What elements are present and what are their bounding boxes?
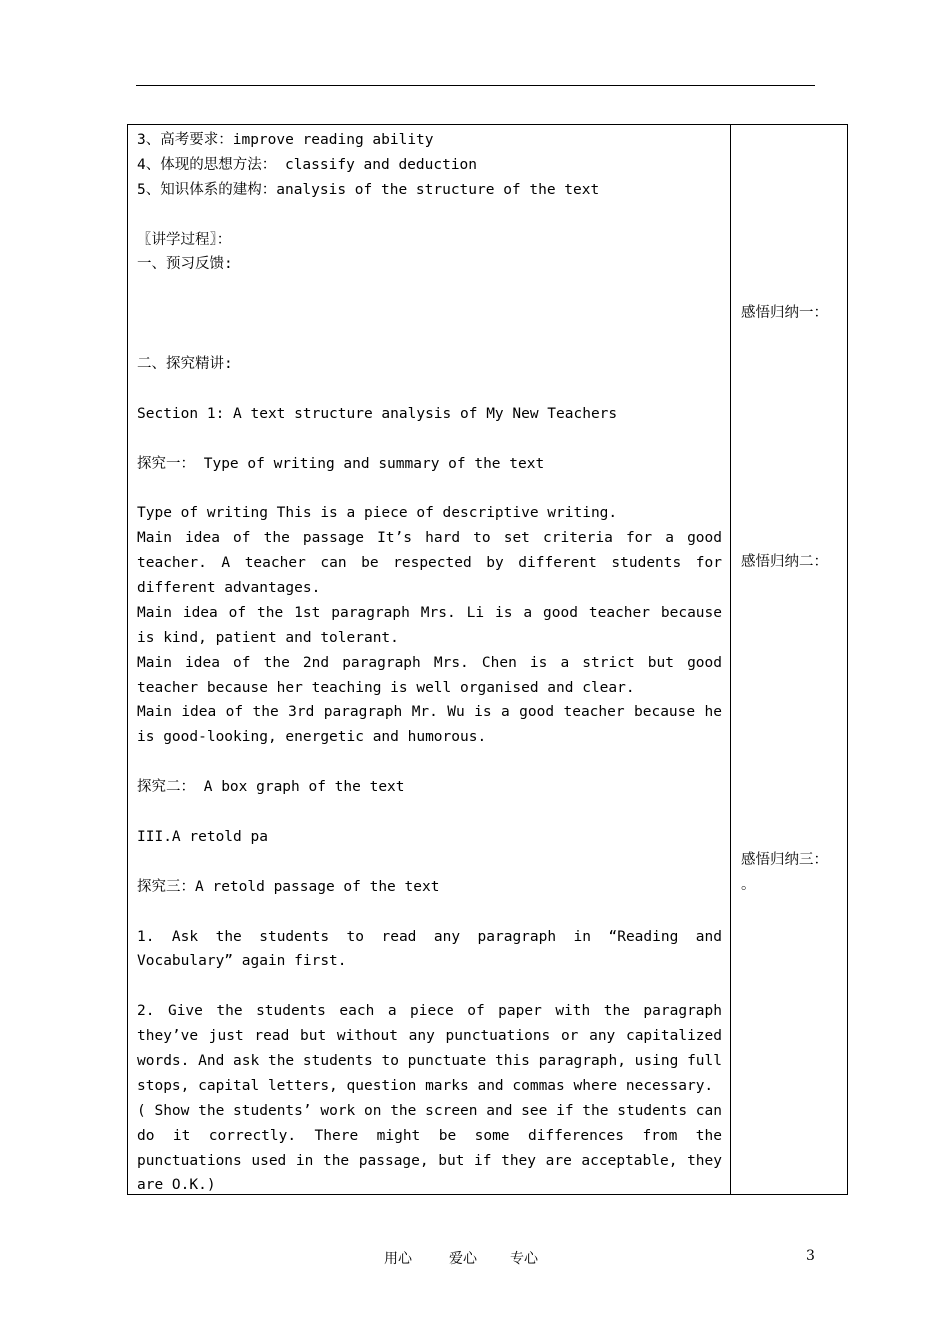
text-line: 4、体现的思想方法： classify and deduction bbox=[137, 156, 478, 173]
reflection-note-3-mark: 。 bbox=[741, 877, 756, 893]
text-line: 1. Ask the students to read any paragraph in “Reading and bbox=[137, 928, 722, 945]
blank-line bbox=[137, 302, 722, 327]
blank-line bbox=[137, 900, 722, 925]
text-line: do it correctly. There might be some differences from the bbox=[137, 1127, 722, 1144]
blank-line bbox=[137, 427, 722, 452]
blank-line bbox=[137, 377, 722, 402]
text-line: they’ve just read but without any punctuations or any capitalized bbox=[137, 1028, 722, 1045]
text-line: is good-looking, energetic and humorous. bbox=[137, 729, 487, 746]
text-line: 〖讲学过程〗： bbox=[137, 231, 232, 248]
lesson-content-column bbox=[137, 128, 722, 1198]
reflection-note-2: 感悟归纳二： bbox=[741, 554, 828, 570]
page-number: 3 bbox=[806, 1248, 815, 1264]
text-line: 探究二： A box graph of the text bbox=[137, 779, 405, 796]
blank-line bbox=[137, 800, 722, 825]
text-line: teacher because her teaching is well organised and clear. bbox=[137, 679, 635, 696]
text-line: are O.K.) bbox=[137, 1177, 216, 1194]
text-line: ( Show the students’ work on the screen and see if the students can bbox=[137, 1102, 722, 1119]
blank-line bbox=[137, 476, 722, 501]
text-line: 3、高考要求：improve reading ability bbox=[137, 132, 434, 148]
text-line: Main idea of the 3rd paragraph Mr. Wu is a good teacher because he bbox=[137, 704, 722, 721]
text-line: 一、预习反馈: bbox=[137, 256, 233, 273]
column-divider bbox=[730, 125, 731, 1194]
text-line: teacher. A teacher can be respected by different students for bbox=[137, 555, 722, 572]
blank-line bbox=[137, 974, 722, 999]
text-line: III.A retold pa bbox=[137, 828, 268, 845]
text-line: 探究三：A retold passage of the text bbox=[137, 878, 440, 895]
text-line: punctuations used in the passage, but if they are acceptable, they bbox=[137, 1152, 722, 1169]
reflection-note-1: 感悟归纳一： bbox=[741, 305, 828, 321]
text-line: 探究一： Type of writing and summary of the text bbox=[137, 455, 545, 472]
text-line: Main idea of the passage It’s hard to set criteria for a good bbox=[137, 530, 722, 547]
blank-line bbox=[137, 203, 722, 228]
blank-line bbox=[137, 750, 722, 775]
footer-word-1: 用心 bbox=[384, 1251, 412, 1267]
blank-line bbox=[137, 850, 722, 875]
text-line: is kind, patient and tolerant. bbox=[137, 629, 399, 646]
reflection-note-3: 感悟归纳三： bbox=[741, 852, 828, 868]
blank-line bbox=[137, 327, 722, 352]
text-line: 5、知识体系的建构：analysis of the structure of the text bbox=[137, 181, 600, 198]
text-line: Main idea of the 1st paragraph Mrs. Li is a good teacher because bbox=[137, 604, 722, 621]
text-line: Section 1: A text structure analysis of My New Teachers bbox=[137, 405, 618, 422]
lesson-table bbox=[127, 124, 848, 1195]
footer-word-2: 爱心 bbox=[449, 1251, 477, 1267]
text-line: stops, capital letters, question marks and commas where necessary. bbox=[137, 1077, 714, 1094]
text-line: 二、探究精讲: bbox=[137, 356, 233, 373]
text-line: Type of writing This is a piece of descriptive writing. bbox=[137, 505, 618, 522]
text-line: words. And ask the students to punctuate this paragraph, using full bbox=[137, 1052, 722, 1069]
header-rule bbox=[136, 85, 815, 86]
text-line: Vocabulary” again first. bbox=[137, 953, 347, 970]
text-line: different advantages. bbox=[137, 580, 321, 597]
text-line: 2. Give the students each a piece of paper with the paragraph bbox=[137, 1003, 722, 1020]
blank-line bbox=[137, 277, 722, 302]
text-line: Main idea of the 2nd paragraph Mrs. Chen is a strict but good bbox=[137, 654, 722, 671]
footer-word-3: 专心 bbox=[510, 1251, 538, 1267]
